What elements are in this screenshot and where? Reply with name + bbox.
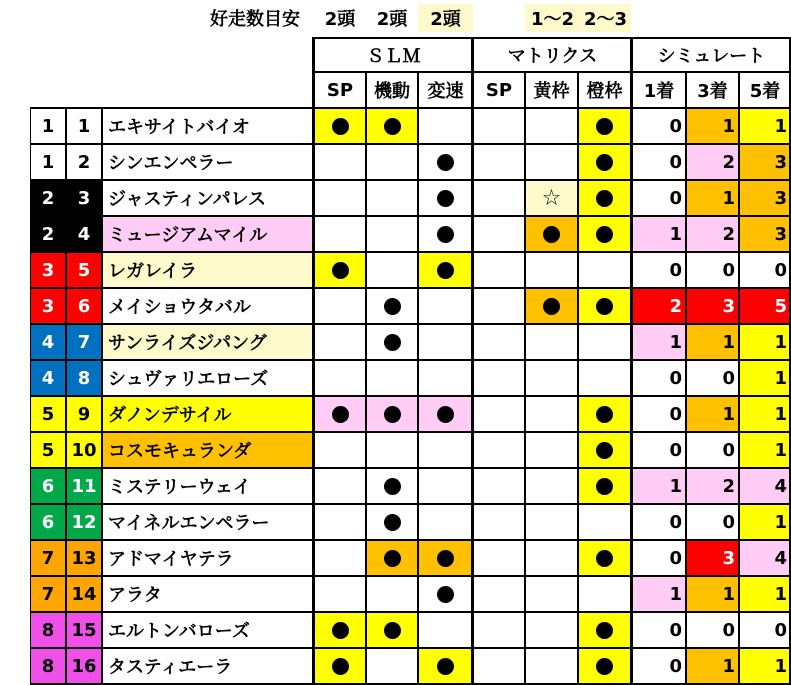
sim-value: 4	[739, 540, 791, 576]
sim-value: 1	[686, 648, 739, 684]
count-3: 2頭	[418, 4, 473, 32]
mark-cell	[314, 288, 366, 324]
mark-cell	[366, 612, 418, 648]
sim-value: 3	[739, 144, 791, 180]
subheader-5: 黄枠	[525, 72, 578, 108]
dot-mark-icon	[384, 118, 401, 135]
sim-value: 1	[686, 180, 739, 216]
mark-cell	[418, 324, 473, 360]
horse-name: ミュージアムマイル	[102, 216, 314, 252]
dot-mark-icon	[437, 406, 454, 423]
mark-cell	[473, 360, 525, 396]
horse-number: 6	[66, 288, 102, 324]
subheader-8: 3着	[686, 72, 739, 108]
dot-mark-icon	[596, 658, 613, 675]
mark-cell	[418, 576, 473, 612]
sim-value: 0	[632, 540, 686, 576]
horse-number: 2	[66, 144, 102, 180]
horse-number: 11	[66, 468, 102, 504]
mark-cell	[418, 144, 473, 180]
horse-number: 12	[66, 504, 102, 540]
dot-mark-icon	[332, 406, 349, 423]
mark-cell	[525, 576, 578, 612]
sim-value: 0	[686, 504, 739, 540]
dot-mark-icon	[384, 298, 401, 315]
waku-number: 6	[30, 468, 66, 504]
sim-value: 0	[739, 252, 791, 288]
dot-mark-icon	[384, 550, 401, 567]
sim-value: 3	[739, 216, 791, 252]
group-header-2: マトリクス	[473, 38, 632, 72]
mark-cell	[366, 396, 418, 432]
waku-number: 3	[30, 252, 66, 288]
sim-value: 3	[686, 288, 739, 324]
sim-value: 4	[739, 468, 791, 504]
sim-value: 2	[686, 144, 739, 180]
mark-cell	[525, 396, 578, 432]
subheader-2: 機動	[366, 72, 418, 108]
waku-number: 3	[30, 288, 66, 324]
mark-cell	[525, 612, 578, 648]
waku-number: 2	[30, 180, 66, 216]
sim-left-border	[630, 38, 632, 684]
dot-mark-icon	[543, 226, 560, 243]
horse-number: 13	[66, 540, 102, 576]
sim-value: 1	[739, 396, 791, 432]
sim-value: 0	[632, 180, 686, 216]
sim-value: 3	[739, 180, 791, 216]
mark-cell	[473, 396, 525, 432]
mark-cell	[314, 216, 366, 252]
mark-cell	[314, 144, 366, 180]
sim-value: 1	[686, 576, 739, 612]
horse-name: ダノンデサイル	[102, 396, 314, 432]
sim-value: 2	[686, 468, 739, 504]
mark-cell	[366, 108, 418, 144]
sim-value: 1	[632, 468, 686, 504]
dot-mark-icon	[437, 550, 454, 567]
dot-mark-icon	[384, 622, 401, 639]
mark-cell	[314, 396, 366, 432]
sim-value: 0	[632, 360, 686, 396]
mark-cell	[314, 468, 366, 504]
mark-cell	[578, 540, 631, 576]
matrix-count-2: 2〜3	[583, 9, 628, 30]
mark-cell	[418, 612, 473, 648]
dot-mark-icon	[543, 298, 560, 315]
sim-value: 0	[632, 504, 686, 540]
dot-mark-icon	[596, 442, 613, 459]
dot-mark-icon	[332, 622, 349, 639]
mark-cell	[418, 288, 473, 324]
mark-cell	[418, 504, 473, 540]
horse-name: ミステリーウェイ	[102, 468, 314, 504]
mark-cell	[314, 432, 366, 468]
horse-name: シュヴァリエローズ	[102, 360, 314, 396]
waku-number: 8	[30, 648, 66, 684]
mark-cell	[366, 180, 418, 216]
waku-number: 5	[30, 432, 66, 468]
mark-cell	[473, 324, 525, 360]
waku-number: 6	[30, 504, 66, 540]
horse-name: アドマイヤテラ	[102, 540, 314, 576]
mark-cell	[314, 648, 366, 684]
sim-value: 0	[632, 648, 686, 684]
mark-cell	[525, 252, 578, 288]
mark-cell	[418, 432, 473, 468]
mark-cell	[418, 468, 473, 504]
subheader-7: 1着	[632, 72, 686, 108]
mark-cell	[473, 432, 525, 468]
mark-cell	[418, 216, 473, 252]
sim-value: 0	[632, 396, 686, 432]
waku-number: 7	[30, 576, 66, 612]
waku-number: 5	[30, 396, 66, 432]
horse-name: マイネルエンペラー	[102, 504, 314, 540]
dot-mark-icon	[332, 262, 349, 279]
subheader-3: 変速	[418, 72, 473, 108]
mark-cell	[578, 504, 631, 540]
dot-mark-icon	[384, 406, 401, 423]
mark-cell	[314, 108, 366, 144]
mark-cell	[578, 108, 631, 144]
horse-name: コスモキュランダ	[102, 432, 314, 468]
sim-value: 0	[686, 252, 739, 288]
sim-value: 1	[739, 432, 791, 468]
mark-cell	[473, 540, 525, 576]
waku-number: 4	[30, 324, 66, 360]
sim-value: 1	[632, 216, 686, 252]
mark-cell	[418, 648, 473, 684]
horse-name: サンライズジパング	[102, 324, 314, 360]
mark-cell	[578, 432, 631, 468]
sim-value: 2	[686, 216, 739, 252]
sim-value: 1	[739, 504, 791, 540]
sim-value: 0	[739, 612, 791, 648]
sim-value: 2	[632, 288, 686, 324]
slm-left-border	[312, 38, 314, 684]
dot-mark-icon	[384, 334, 401, 351]
horse-name: タスティエーラ	[102, 648, 314, 684]
horse-number: 7	[66, 324, 102, 360]
dot-mark-icon	[384, 514, 401, 531]
horse-number: 4	[66, 216, 102, 252]
sim-value: 0	[632, 108, 686, 144]
mark-cell	[578, 180, 631, 216]
sim-value: 1	[632, 576, 686, 612]
dot-mark-icon	[596, 550, 613, 567]
dot-mark-icon	[596, 154, 613, 171]
subheader-6: 橙枠	[578, 72, 631, 108]
dot-mark-icon	[437, 658, 454, 675]
mark-cell	[366, 252, 418, 288]
dot-mark-icon	[384, 478, 401, 495]
sim-value: 1	[632, 324, 686, 360]
table-top-border	[30, 107, 791, 109]
mark-cell	[418, 252, 473, 288]
mark-cell	[314, 360, 366, 396]
dot-mark-icon	[437, 226, 454, 243]
sim-value: 1	[686, 324, 739, 360]
group-top-border	[312, 37, 791, 39]
horse-number: 14	[66, 576, 102, 612]
mark-cell	[418, 360, 473, 396]
waku-number: 8	[30, 612, 66, 648]
dot-mark-icon	[596, 406, 613, 423]
subheader-9: 5着	[739, 72, 791, 108]
matrix-count-1: 1〜2	[530, 9, 575, 30]
mark-cell	[366, 576, 418, 612]
waku-number: 7	[30, 540, 66, 576]
mark-cell	[473, 504, 525, 540]
horse-number: 3	[66, 180, 102, 216]
mark-cell	[578, 468, 631, 504]
mark-cell	[525, 540, 578, 576]
mark-cell	[366, 504, 418, 540]
mark-cell	[366, 216, 418, 252]
mark-cell	[473, 216, 525, 252]
horse-name: シンエンペラー	[102, 144, 314, 180]
mark-cell	[525, 144, 578, 180]
mark-cell	[473, 252, 525, 288]
mark-cell	[314, 540, 366, 576]
sim-value: 0	[632, 432, 686, 468]
mark-cell	[473, 288, 525, 324]
count-2: 2頭	[366, 4, 418, 32]
mark-cell	[418, 180, 473, 216]
mark-cell	[366, 468, 418, 504]
sim-value: 1	[739, 324, 791, 360]
waku-number: 4	[30, 360, 66, 396]
horse-number: 8	[66, 360, 102, 396]
mark-cell	[525, 180, 578, 216]
mark-cell	[578, 144, 631, 180]
sim-value: 0	[632, 252, 686, 288]
mark-cell	[314, 180, 366, 216]
dot-mark-icon	[332, 658, 349, 675]
mark-cell	[525, 288, 578, 324]
mark-cell	[366, 432, 418, 468]
mark-cell	[366, 648, 418, 684]
mark-cell	[578, 324, 631, 360]
mark-cell	[525, 504, 578, 540]
dot-mark-icon	[332, 118, 349, 135]
sim-value: 3	[686, 540, 739, 576]
mark-cell	[473, 144, 525, 180]
mark-cell	[525, 108, 578, 144]
horse-number: 15	[66, 612, 102, 648]
horse-number: 16	[66, 648, 102, 684]
sim-value: 0	[632, 144, 686, 180]
dot-mark-icon	[596, 478, 613, 495]
mark-cell	[418, 108, 473, 144]
mark-cell	[366, 144, 418, 180]
group-header-3: シミュレート	[632, 38, 791, 72]
mark-cell	[525, 432, 578, 468]
mark-cell	[314, 324, 366, 360]
mark-cell	[473, 180, 525, 216]
sim-value: 0	[686, 360, 739, 396]
mark-cell	[525, 648, 578, 684]
mark-cell	[366, 540, 418, 576]
waku-number: 1	[30, 108, 66, 144]
mark-cell	[578, 252, 631, 288]
sim-value: 0	[686, 432, 739, 468]
mark-cell	[366, 324, 418, 360]
mark-cell	[525, 324, 578, 360]
horse-name: メイショウタバル	[102, 288, 314, 324]
mark-cell	[578, 288, 631, 324]
sim-value: 5	[739, 288, 791, 324]
mark-cell	[418, 396, 473, 432]
dot-mark-icon	[596, 622, 613, 639]
subheader-1: SP	[314, 72, 366, 108]
horse-name: エキサイトバイオ	[102, 108, 314, 144]
count-1: 2頭	[314, 4, 366, 32]
mark-cell	[525, 468, 578, 504]
mark-cell	[578, 360, 631, 396]
mark-cell	[473, 108, 525, 144]
waku-number: 1	[30, 144, 66, 180]
mark-cell	[473, 612, 525, 648]
mark-cell	[314, 576, 366, 612]
horse-name: レガレイラ	[102, 252, 314, 288]
sim-value: 1	[686, 396, 739, 432]
sim-value: 0	[632, 612, 686, 648]
horse-name: エルトンバローズ	[102, 612, 314, 648]
sim-value: 1	[739, 360, 791, 396]
top-label: 好走数目安	[210, 9, 300, 30]
waku-number: 2	[30, 216, 66, 252]
dot-mark-icon	[437, 190, 454, 207]
horse-number: 5	[66, 252, 102, 288]
mark-cell	[525, 360, 578, 396]
star-mark-icon: ☆	[541, 185, 562, 211]
mark-cell	[473, 468, 525, 504]
mark-cell	[314, 612, 366, 648]
mark-cell	[525, 216, 578, 252]
dot-mark-icon	[596, 118, 613, 135]
horse-name: ジャスティンパレス	[102, 180, 314, 216]
dot-mark-icon	[596, 226, 613, 243]
mark-cell	[473, 576, 525, 612]
mark-cell	[366, 360, 418, 396]
dot-mark-icon	[437, 262, 454, 279]
mark-cell	[366, 288, 418, 324]
horse-number: 1	[66, 108, 102, 144]
dot-mark-icon	[437, 586, 454, 603]
mark-cell	[578, 648, 631, 684]
sim-value: 1	[739, 648, 791, 684]
dot-mark-icon	[596, 190, 613, 207]
sim-value: 1	[739, 108, 791, 144]
mark-cell	[473, 648, 525, 684]
mark-cell	[418, 540, 473, 576]
mark-cell	[578, 576, 631, 612]
group-header-1: ＳＬＭ	[314, 38, 473, 72]
sim-value: 1	[686, 108, 739, 144]
dot-mark-icon	[596, 298, 613, 315]
horse-name: アラタ	[102, 576, 314, 612]
horse-number: 9	[66, 396, 102, 432]
mark-cell	[578, 216, 631, 252]
mark-cell	[314, 252, 366, 288]
horse-number: 10	[66, 432, 102, 468]
subheader-4: SP	[473, 72, 525, 108]
matrix-left-border	[471, 38, 473, 684]
sim-value: 0	[686, 612, 739, 648]
mark-cell	[578, 612, 631, 648]
mark-cell	[314, 504, 366, 540]
dot-mark-icon	[437, 154, 454, 171]
mark-cell	[578, 396, 631, 432]
sim-value: 1	[739, 576, 791, 612]
